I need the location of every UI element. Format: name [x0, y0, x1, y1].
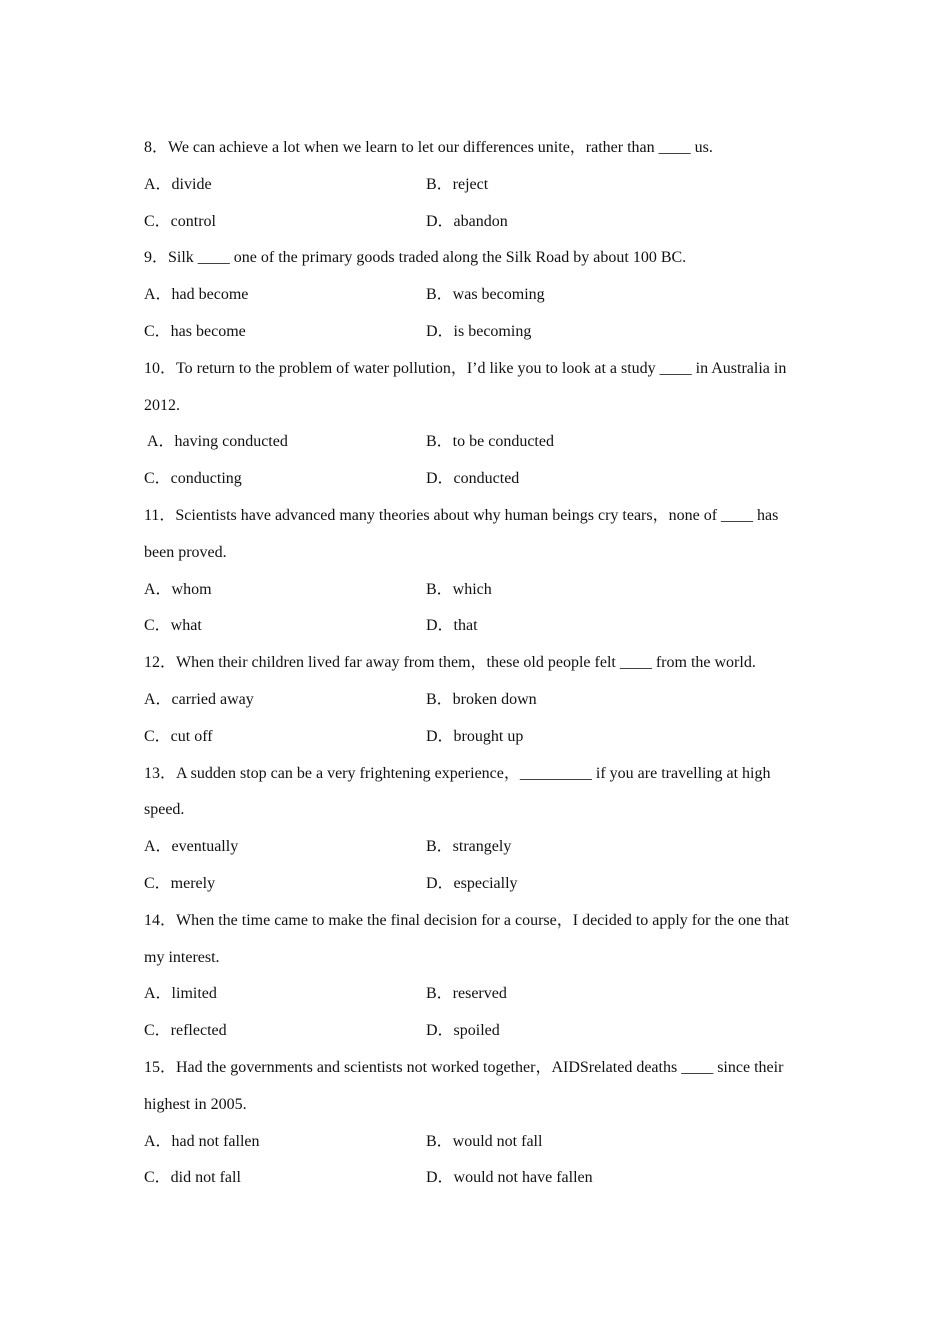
question-stem-line: 11．Scientists have advanced many theories about why human beings cry tears，none of ____ has: [144, 506, 779, 524]
options-row-cd: [144, 719, 814, 756]
question-stem-line: my interest.: [144, 948, 220, 966]
question-stem-line: 8．We can achieve a lot when we learn to let our differences unite，rather than ____ us.: [144, 139, 713, 156]
options-row-cd: [144, 204, 814, 241]
option-d[interactable]: D．brought up: [426, 727, 524, 745]
question-stem-continuation: [144, 535, 814, 572]
options-row-ab: [144, 682, 814, 719]
question-14: [144, 903, 814, 1050]
option-a[interactable]: A．eventually: [144, 838, 239, 856]
option-b[interactable]: B．would not fall: [426, 1132, 543, 1150]
question-stem-line: 15．Had the governments and scientists not worked together，AIDSrelated deaths ____ since their: [144, 1058, 784, 1076]
option-b[interactable]: B．reject: [426, 175, 489, 193]
question-13: [144, 756, 814, 903]
options-row-ab: [144, 572, 814, 609]
question-8: [144, 130, 814, 240]
question-9: [144, 240, 814, 350]
question-stem: [144, 1050, 814, 1087]
options-row-cd: [144, 1160, 814, 1197]
options-row-cd: [144, 866, 814, 903]
option-c[interactable]: C．did not fall: [144, 1169, 241, 1187]
question-11: [144, 498, 814, 645]
option-d[interactable]: D．that: [426, 617, 478, 635]
question-stem-continuation: [144, 1087, 814, 1124]
option-c[interactable]: C．conducting: [144, 470, 242, 488]
question-stem-line: speed.: [144, 801, 185, 819]
option-b[interactable]: B．reserved: [426, 985, 507, 1003]
question-stem-line: 9．Silk ____ one of the primary goods traded along the Silk Road by about 100 BC.: [144, 249, 687, 267]
option-b[interactable]: B．to be conducted: [426, 433, 554, 451]
question-stem-line: 2012.: [144, 396, 180, 414]
question-stem-line: highest in 2005.: [144, 1095, 247, 1113]
option-d[interactable]: D．conducted: [426, 470, 520, 488]
question-stem: [144, 130, 814, 167]
option-b[interactable]: B．broken down: [426, 690, 537, 708]
option-b[interactable]: B．was becoming: [426, 286, 545, 304]
question-stem-line: 10．To return to the problem of water pollution，I’d like you to look at a study ____ in Australia in: [144, 359, 787, 377]
option-a[interactable]: A．had not fallen: [144, 1132, 260, 1150]
question-stem: [144, 645, 814, 682]
option-b[interactable]: B．strangely: [426, 838, 512, 856]
option-d[interactable]: D．would not have fallen: [426, 1169, 593, 1187]
question-stem: [144, 756, 814, 793]
question-stem: [144, 351, 814, 388]
option-a[interactable]: A．carried away: [144, 690, 254, 708]
options-row-ab: [144, 424, 814, 461]
question-stem-line: been proved.: [144, 543, 227, 561]
question-stem-continuation: [144, 388, 814, 425]
question-stem-line: 12．When their children lived far away from them，these old people felt ____ from the world.: [144, 654, 756, 672]
option-c[interactable]: C．has become: [144, 322, 246, 340]
question-stem: [144, 240, 814, 277]
option-d[interactable]: D．abandon: [426, 212, 508, 230]
question-stem-line: 14．When the time came to make the final decision for a course，I decided to apply for the one that: [144, 911, 790, 929]
options-row-cd: [144, 314, 814, 351]
option-a[interactable]: A．had become: [144, 286, 249, 304]
option-c[interactable]: C．merely: [144, 874, 216, 892]
question-15: [144, 1050, 814, 1197]
question-stem-continuation: [144, 940, 814, 977]
options-row-ab: [144, 167, 814, 204]
option-c[interactable]: C．what: [144, 617, 202, 635]
option-d[interactable]: D．spoiled: [426, 1022, 500, 1040]
question-stem-line: 13．A sudden stop can be a very frightening experience，_________ if you are travelling at high: [144, 764, 771, 782]
option-a[interactable]: A．divide: [144, 175, 212, 193]
exam-page: [144, 130, 814, 1197]
options-row-cd: [144, 608, 814, 645]
option-d[interactable]: D．is becoming: [426, 322, 532, 340]
options-row-ab: [144, 277, 814, 314]
option-c[interactable]: C．cut off: [144, 727, 213, 745]
question-stem: [144, 498, 814, 535]
options-row-ab: [144, 1124, 814, 1161]
option-a[interactable]: A．having conducted: [147, 433, 288, 451]
question-stem-continuation: [144, 792, 814, 829]
options-row-ab: [144, 829, 814, 866]
question-10: [144, 351, 814, 498]
option-a[interactable]: A．limited: [144, 985, 217, 1003]
options-row-ab: [144, 976, 814, 1013]
option-c[interactable]: C．control: [144, 212, 216, 230]
option-d[interactable]: D．especially: [426, 874, 518, 892]
question-12: [144, 645, 814, 755]
question-stem: [144, 903, 814, 940]
option-b[interactable]: B．which: [426, 580, 492, 598]
option-a[interactable]: A．whom: [144, 580, 212, 598]
options-row-cd: [144, 461, 814, 498]
option-c[interactable]: C．reflected: [144, 1022, 227, 1040]
options-row-cd: [144, 1013, 814, 1050]
